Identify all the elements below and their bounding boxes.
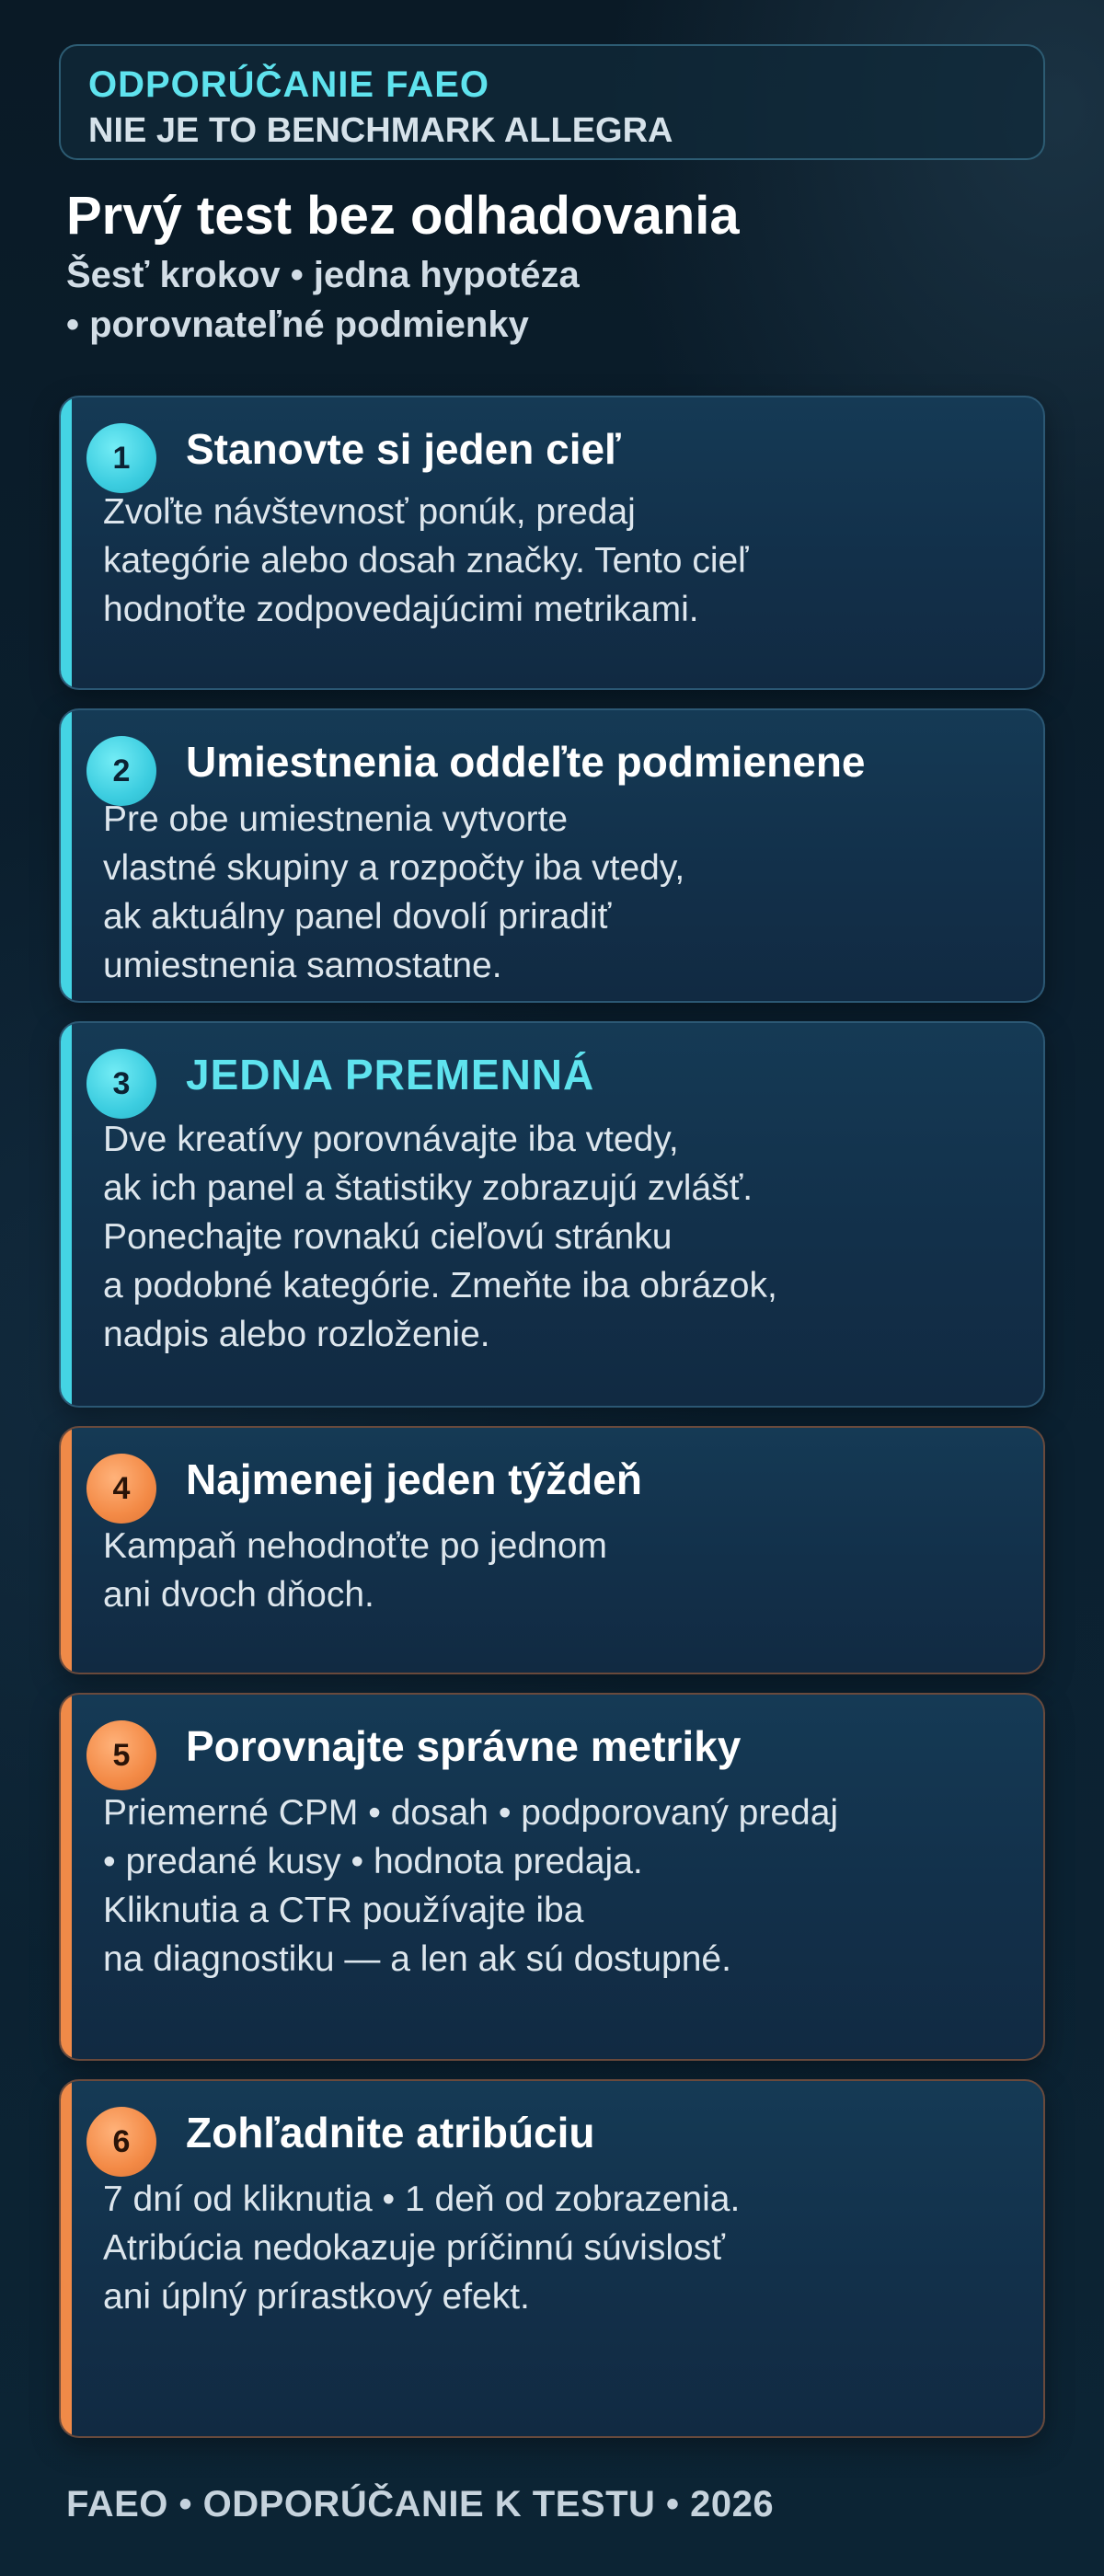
step-body [103,1522,1016,1619]
step-body-line: a podobné kategórie. Zmeňte iba obrázok, [103,1266,777,1305]
step-body-line: Dve kreatívy porovnávajte iba vtedy, [103,1120,679,1159]
subtitle-line: Šesť krokov • jedna hypotéza [66,255,580,295]
step-title: Zohľadnite atribúciu [186,2109,595,2156]
step-card-6 [59,2079,1045,2438]
step-body-line: Kampaň nehodnoťte po jednom [103,1526,608,1566]
step-card-4 [59,1426,1045,1674]
step-title: JEDNA PREMENNÁ [186,1051,595,1098]
accent-bar [61,2081,72,2436]
step-body-line: Zvoľte návštevnosť ponúk, predaj [103,492,636,532]
accent-bar [61,1023,72,1406]
step-body-line: ak aktuálny panel dovolí priradiť [103,897,612,937]
step-title: Stanovte si jeden cieľ [186,425,621,473]
step-title: Porovnajte správne metriky [186,1722,742,1770]
step-body-line: vlastné skupiny a rozpočty iba vtedy, [103,848,685,888]
step-body [103,488,1016,634]
step-number-badge: 6 [86,2107,156,2177]
step-body-line: Pre obe umiestnenia vytvorte [103,799,569,839]
step-body-line: 7 dní od kliknutia • 1 deň od zobrazenia. [103,2179,741,2219]
accent-bar [61,1428,72,1673]
tag-line-2: NIE JE TO BENCHMARK ALLEGRA [88,111,673,150]
step-body [103,795,1016,990]
step-body [103,1115,1016,1359]
step-body-line: Atribúcia nedokazuje príčinnú súvislosť [103,2228,725,2268]
step-body-line: • predané kusy • hodnota predaja. [103,1842,643,1881]
step-title: Umiestnenia oddeľte podmienene [186,738,866,786]
step-card-5 [59,1693,1045,2061]
accent-bar [61,710,72,1001]
step-card-1 [59,396,1045,690]
step-body-line: ak ich panel a štatistiky zobrazujú zvlášť. [103,1168,753,1208]
step-body-line: umiestnenia samostatne. [103,946,502,985]
step-body-line: ani dvoch dňoch. [103,1575,374,1615]
step-number-badge: 2 [86,736,156,806]
accent-bar [61,397,72,688]
subtitle-line: • porovnateľné podmienky [66,305,529,345]
step-number-badge: 5 [86,1720,156,1790]
step-number-badge: 4 [86,1454,156,1524]
step-body-line: nadpis alebo rozloženie. [103,1315,490,1354]
tag-line-1: ODPORÚČANIE FAEO [88,64,490,105]
step-card-3 [59,1021,1045,1408]
page-subtitle [66,250,580,350]
step-body-line: na diagnostiku — a len ak sú dostupné. [103,1939,731,1979]
step-body-line: Kliknutia a CTR používajte iba [103,1891,584,1930]
step-body-line: kategórie alebo dosah značky. Tento cieľ [103,541,749,581]
step-number-badge: 1 [86,423,156,493]
step-body [103,2175,1016,2321]
step-title: Najmenej jeden týždeň [186,1455,642,1503]
accent-bar [61,1695,72,2059]
recommendation-tag [59,44,1045,160]
step-body-line: ani úplný prírastkový efekt. [103,2277,530,2317]
page-title: Prvý test bez odhadovania [66,186,740,246]
step-body-line: Ponechajte rovnakú cieľovú stránku [103,1217,673,1257]
step-body-line: hodnoťte zodpovedajúcimi metrikami. [103,590,699,629]
step-body-line: Priemerné CPM • dosah • podporovaný predaj [103,1793,839,1833]
step-number-badge: 3 [86,1049,156,1119]
step-body [103,1788,1016,1984]
page-footer: FAEO • ODPORÚČANIE K TESTU • 2026 [66,2484,775,2524]
step-card-2 [59,708,1045,1003]
